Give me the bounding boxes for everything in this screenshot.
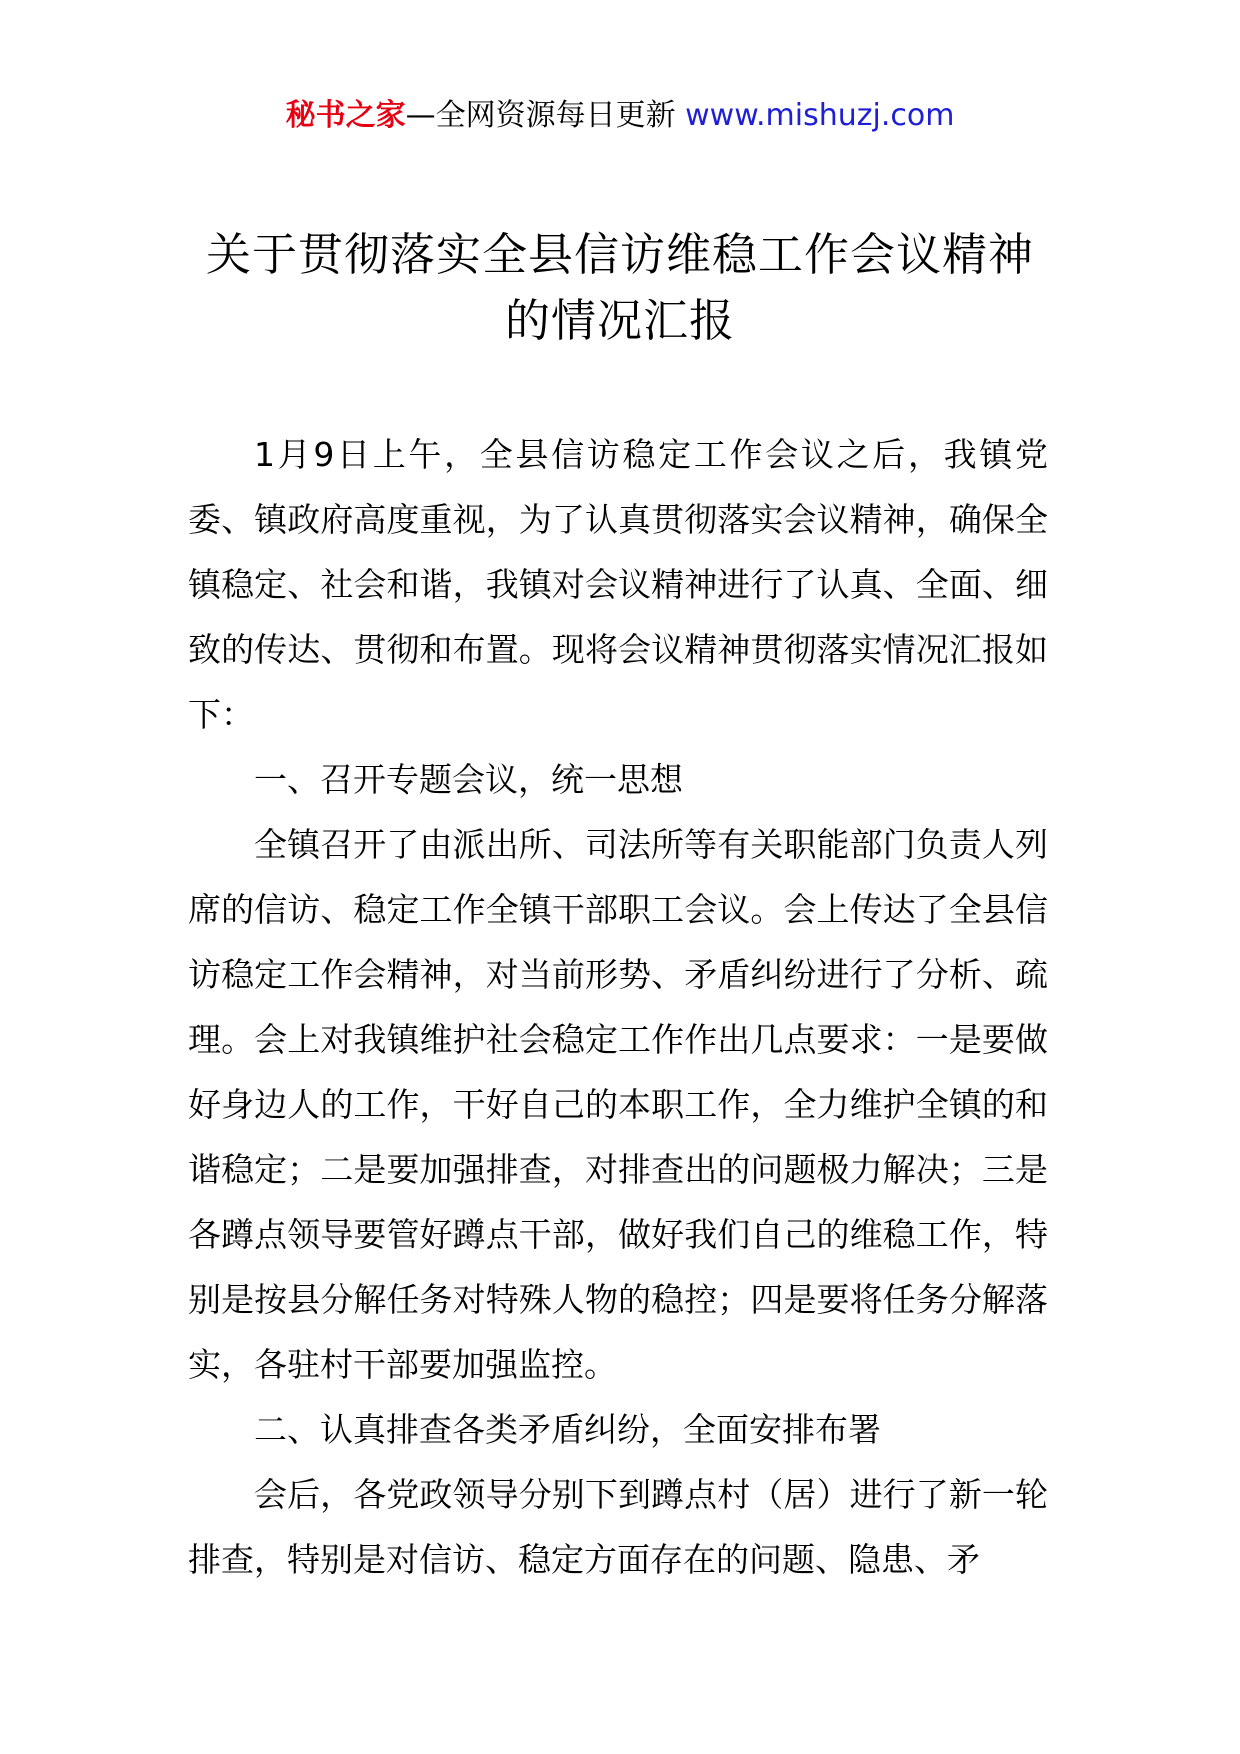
paragraph-intro: 1月9日上午，全县信访稳定工作会议之后，我镇党委、镇政府高度重视，为了认真贯彻落实会议精神，确保全镇稳定、社会和谐，我镇对会议精神进行了认真、全面、细致的传达、贯彻和布置。现将会议精神贯彻落实情况汇报如下：: [188, 435, 1048, 734]
section-heading-2: 二、认真排查各类矛盾纠纷，全面安排布署: [254, 1410, 881, 1449]
site-url-link[interactable]: www.mishuzj.com: [685, 98, 955, 133]
paragraph-meeting: 全镇召开了由派出所、司法所等有关职能部门负责人列席的信访、稳定工作全镇干部职工会议。会上传达了全县信访稳定工作会精神，对当前形势、矛盾纠纷进行了分析、疏理。会上对我镇维护社会稳定工作作出几点要求：一是要做好身边人的工作，干好自己的本职工作，全力维护全镇的和谐稳定；二是要加强排查，对排查出的问题极力解决；三是各蹲点领导要管好蹲点干部，做好我们自己的维稳工作，特别是按县分解任务对特殊人物的稳控；四是要将任务分解落实，各驻村干部要加强监控。: [188, 825, 1048, 1384]
brand-name: 秘书之家: [285, 98, 406, 133]
document-title: [160, 222, 1080, 354]
site-header: [0, 96, 1240, 136]
section-heading-1: 一、召开专题会议，统一思想: [254, 760, 683, 799]
title-line-1: 关于贯彻落实全县信访维稳工作会议精神: [205, 228, 1034, 281]
header-slogan: —全网资源每日更新: [405, 98, 686, 133]
paragraph-investigation: 会后，各党政领导分别下到蹲点村（居）进行了新一轮排查，特别是对信访、稳定方面存在的问题、隐患、矛: [188, 1475, 1048, 1579]
title-line-2: 的情况汇报: [504, 294, 735, 347]
document-body: [188, 422, 1048, 1592]
